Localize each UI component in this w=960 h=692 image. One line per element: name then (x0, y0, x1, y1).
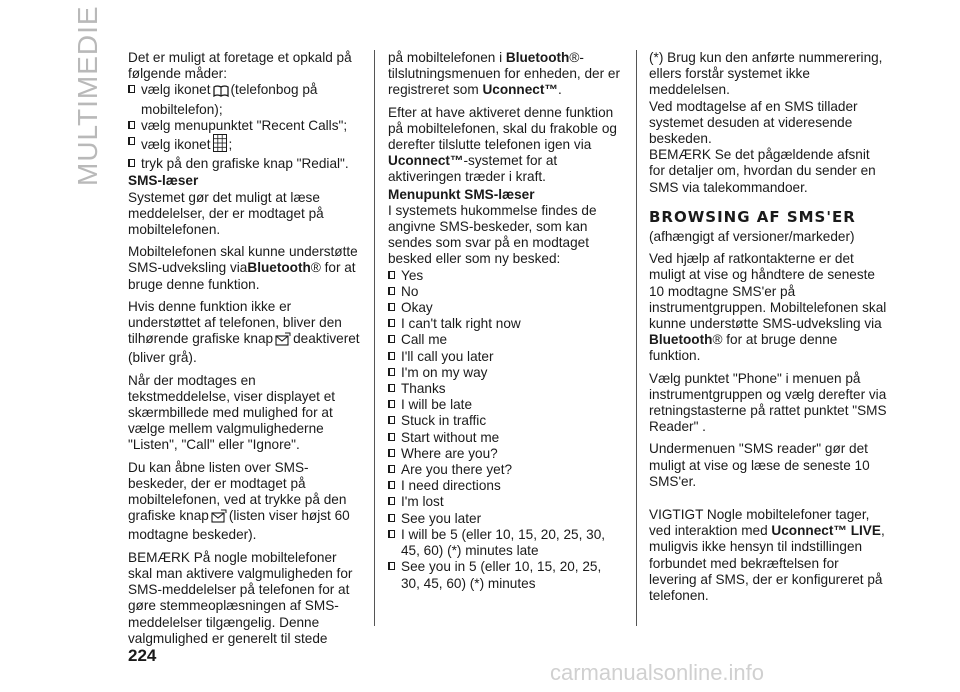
column-2 (388, 50, 620, 592)
keypad-icon (213, 134, 227, 156)
list-item (128, 118, 360, 134)
reply-text: Where are you? (401, 445, 498, 461)
heading-browsing-sms: BROWSING AF SMS'ER (649, 207, 856, 226)
paragraph: Når der modtages en tekstmeddelelse, viser displayet et skærmbillede med mulighed for at vælge mellem valgmulighederne "Listen", "Call" eller "Ignore". (128, 372, 336, 453)
paragraph: BEMÆRK Se det pågældende afsnit for detaljer om, hvordan du sender en SMS via talekommandoer. (649, 147, 876, 195)
column-divider (374, 50, 375, 626)
reply-item (388, 478, 620, 494)
bullet-icon (128, 121, 135, 129)
section-title (72, 5, 112, 186)
bullet-icon (388, 514, 395, 522)
paragraph: Ved modtagelse af en SMS tillader systemet desuden at videresende beskeden. (649, 98, 858, 147)
bullet-icon (388, 416, 395, 424)
bullet-icon (388, 352, 395, 360)
paragraph: (*) Brug kun den anførte nummerering, ellers forstår systemet ikke meddelelsen. (649, 50, 883, 98)
reply-text: Okay (401, 300, 433, 316)
reply-item (388, 268, 620, 284)
column-divider (636, 50, 637, 626)
column-1 (128, 50, 360, 647)
reply-item (388, 559, 620, 591)
reply-item (388, 316, 620, 332)
reply-item (388, 446, 620, 462)
reply-item (388, 397, 620, 413)
reply-text: I will be late (401, 397, 473, 413)
column-3 (649, 50, 889, 604)
reply-item (388, 430, 620, 446)
paragraph: på mobiltelefonen i Bluetooth®-tilslutningsmenuen for enheden, der er registreret som Uconnect™. (388, 50, 620, 98)
reply-text: I need directions (401, 478, 501, 494)
bullet-icon (388, 481, 395, 489)
bullet-icon (388, 368, 395, 376)
reply-item (388, 300, 620, 316)
reply-text: Thanks (401, 381, 446, 397)
bullet-icon (388, 271, 395, 279)
bullet-icon (388, 319, 395, 327)
reply-item (388, 511, 620, 527)
bullet-icon (388, 433, 395, 441)
bullet-icon (388, 530, 395, 538)
bullet-icon (128, 85, 135, 93)
reply-text: No (401, 283, 419, 299)
reply-item (388, 527, 620, 559)
reply-item (388, 332, 620, 348)
reply-text: I'll call you later (401, 348, 494, 364)
bullet-icon (388, 465, 395, 473)
paragraph: Hvis denne funktion ikke er understøttet af telefonen, bliver den tilhørende grafiske knap deaktiveret (bliver grå). (128, 298, 360, 366)
bullet-icon (128, 137, 135, 145)
reply-text: Call me (401, 332, 448, 348)
paragraph: Vælg punktet "Phone" i menuen på instrumentgruppen og vælg derefter via retningstasterne på rattet punktet "SMS Reader" . (649, 370, 887, 435)
paragraph: BEMÆRK På nogle mobiltelefoner skal man aktivere valgmuligheden for SMS-meddelelser på telefonen for at gøre stemmeoplæsningen af SMS-meddelelser tilgængelig. Denne valgmulighed er generelt til stede (128, 549, 353, 646)
paragraph: Ved hjælp af ratkontakterne er det muligt at vise og håndtere de seneste 10 modtagne SMS'er på instrumentgruppen. Mobiltelefonen skal kunne understøtte SMS-udveksling via Bluetooth® for at bruge denne funktion. (649, 251, 887, 364)
list-item-text: vælg ikonet (141, 82, 211, 98)
bullet-icon (388, 562, 395, 570)
heading-sms-menu: Menupunkt SMS-læser (388, 186, 535, 202)
paragraph: Du kan åbne listen over SMS-beskeder, der er modtaget på mobiltelefonen, ved at trykke på den grafiske knap (listen viser højst 60 modtagne beskeder). (128, 459, 350, 543)
reply-item (388, 462, 620, 478)
reply-text: Yes (401, 267, 424, 283)
reply-item (388, 349, 620, 365)
list-item (128, 156, 360, 172)
paragraph: Systemet gør det muligt at læse meddelelser, der er modtaget på mobiltelefonen. (128, 189, 324, 238)
bullet-icon (388, 449, 395, 457)
bullet-icon (388, 384, 395, 392)
list-item (128, 82, 360, 117)
reply-text: See you in 5 (eller 10, 15, 20, 25, 30, 45, 60) (*) minutes (401, 559, 602, 591)
reply-text: I'm on my way (401, 364, 488, 380)
section-title-text: MULTIMEDIE (72, 5, 103, 186)
phonebook-icon (213, 84, 229, 101)
reply-item (388, 413, 620, 429)
list-item-text: ; (228, 137, 233, 153)
page-number: 224 (128, 646, 157, 665)
list-item (128, 134, 360, 156)
paragraph: (afhængigt af versioner/markeder) (649, 229, 855, 245)
paragraph: I systemets hukommelse findes de angivne SMS-beskeder, som kan sendes som svar på en modtaget besked eller som ny besked: (388, 202, 597, 267)
reply-text: I'm lost (401, 494, 444, 510)
reply-text: I will be 5 (eller 10, 15, 20, 25, 30, 45, 60) (*) minutes late (401, 526, 606, 559)
bullet-icon (388, 303, 395, 311)
sms-envelope-icon (211, 509, 227, 527)
reply-text: Stuck in traffic (401, 413, 487, 429)
list-item-text: tryk på den grafiske knap "Redial". (141, 156, 349, 172)
reply-text: Are you there yet? (401, 462, 513, 478)
paragraph: Mobiltelefonen skal kunne understøtte SMS-udveksling viaBluetooth® for at bruge denne funktion. (128, 244, 358, 292)
paragraph: Undermenuen "SMS reader" gør det muligt at vise og læse de seneste 10 SMS'er. (649, 441, 870, 489)
list-item-text: vælg ikonet (141, 137, 211, 153)
bullet-icon (388, 335, 395, 343)
heading-sms-reader: SMS-læser (128, 173, 199, 189)
reply-list (388, 268, 620, 592)
reply-item (388, 494, 620, 510)
reply-text: See you later (401, 510, 482, 526)
sms-envelope-icon (275, 332, 291, 350)
bullet-icon (388, 287, 395, 295)
watermark: carmanualsonline.info (550, 660, 765, 685)
bullet-icon (388, 497, 395, 505)
bullet-icon (128, 159, 135, 167)
bullet-icon (388, 400, 395, 408)
reply-text: I can't talk right now (401, 316, 521, 332)
paragraph: Efter at have aktiveret denne funktion på mobiltelefonen, skal du frakoble og derefter tilslutte telefonen igen via Uconnect™-systemet for at aktiveringen træder i kraft. (388, 104, 617, 185)
reply-text: Start without me (401, 429, 500, 445)
reply-item (388, 365, 620, 381)
reply-item (388, 381, 620, 397)
list-item-text: vælg menupunktet "Recent Calls"; (141, 117, 348, 133)
list-item-text: (telefonbog på mobiltelefon); (141, 82, 318, 117)
reply-item (388, 284, 620, 300)
paragraph: VIGTIGT Nogle mobiltelefoner tager, ved interaktion med Uconnect™ LIVE, muligvis ikke hensyn til indstillingen forbundet med bekræftelsen for levering af SMS, der er konfigureret på telefonen. (649, 507, 885, 604)
intro-text: Det er muligt at foretage et opkald på følgende måder: (128, 50, 352, 82)
